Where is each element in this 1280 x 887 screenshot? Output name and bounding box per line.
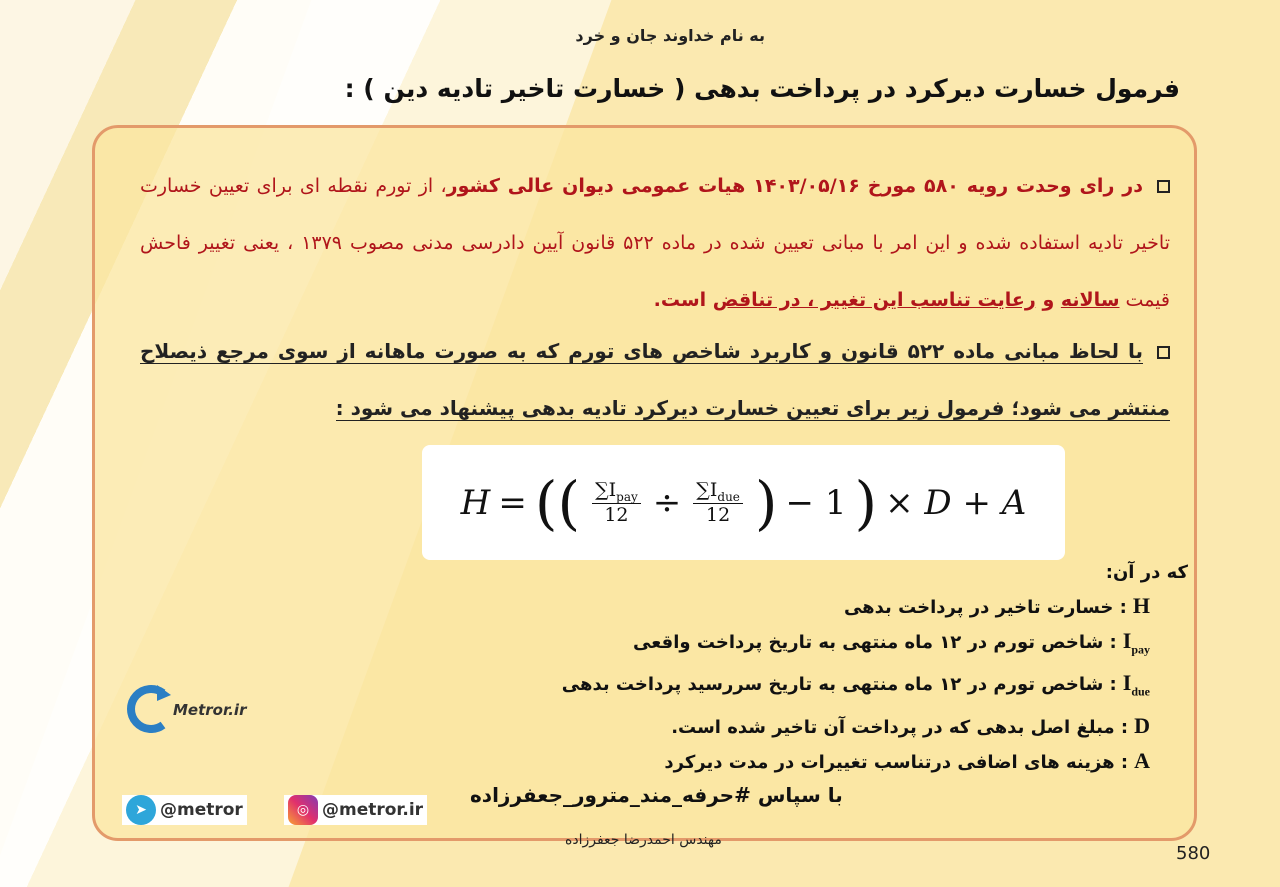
legend [561, 556, 1188, 779]
denominator: 12 [604, 504, 629, 527]
legend-key-letter: I [1122, 670, 1132, 696]
formula-box [422, 445, 1065, 560]
signature: مهندس احمدرضا جعفرزاده [565, 832, 722, 848]
legend-item [562, 666, 1150, 708]
legend-item [562, 744, 1150, 779]
proposal-text: با لحاظ مبانی ماده ۵۲۲ قانون و کاربرد شاخص های تورم که به صورت ماهانه از سوی مرجع ذیصلاح منتشر می شود؛ فرمول زیر برای تعیین خسارت دیرکرد تادیه بدهی پیشنهاد می شود : [140, 339, 1170, 420]
formula-h: H [460, 482, 491, 523]
legend-intro: که در آن: [1105, 562, 1188, 583]
page-number: 580 [1176, 843, 1211, 864]
paragraph-ruling [140, 158, 1170, 329]
legend-key-letter: I [1122, 628, 1132, 653]
i-symbol: I [709, 478, 718, 501]
legend-key: D [1134, 712, 1150, 738]
telegram-icon: ➤ [126, 795, 156, 825]
denominator: 12 [706, 504, 731, 527]
legend-value: : مبلغ اصل بدهی که در پرداخت آن تاخیر شده است. [671, 716, 1129, 738]
formula-equals: = [498, 482, 527, 523]
telegram-handle[interactable] [122, 795, 247, 825]
header-invocation: به نام خداوند جان و خرد [575, 26, 765, 45]
sum-symbol: ∑ [696, 478, 710, 501]
ruling-reference: در رای وحدت رویه ۵۸۰ مورخ ۱۴۰۳/۰۵/۱۶ هیات عمومی دیوان عالی کشور [446, 175, 1143, 197]
instagram-text: @metror.ir [322, 800, 424, 820]
minus-one: − 1 [785, 482, 847, 523]
telegram-text: @metror [160, 800, 243, 820]
fraction-due [693, 479, 743, 527]
thanks-text: با سپاس #حرفه_مند_مترور_جعفرزاده [470, 783, 843, 807]
underlined-annual: سالانه [1060, 289, 1120, 311]
paren-open: (( [534, 468, 581, 537]
instagram-icon: ◎ [288, 795, 318, 825]
paren-close-outer: ) [854, 468, 878, 537]
ruling-end: است. [653, 289, 713, 311]
page-title: فرمول خسارت دیرکرد در پرداخت بدهی ( خسارت تاخیر تادیه دین ) : [344, 74, 1180, 103]
legend-item [562, 624, 1150, 666]
fraction-pay [592, 479, 641, 527]
divide-sign: ÷ [652, 482, 682, 523]
bullet-icon [1157, 346, 1170, 359]
underlined-contradiction: رعایت تناسب این تغییر ، در تناقض [712, 289, 1036, 311]
logo-arrow-icon [123, 683, 173, 733]
legend-value: : هزینه های اضافی درتناسب تغییرات در مدت دیرکرد [664, 751, 1129, 773]
paren-close: ) [754, 468, 778, 537]
legend-key: H [1132, 593, 1150, 618]
pay-sub: pay [616, 489, 638, 504]
logo-text: Metror.ir [173, 701, 247, 719]
ruling-text: ، از تورم نقطه ای برای تعیین خسارت تاخیر تادیه استفاده شده و این امر با مبانی تعیین شده در ماده ۵۲۲ قانون آیین دادرسی مدنی مصوب ۱۳۷۹ ، یعنی تغییر فاحش قیمت [140, 175, 1170, 311]
legend-key-sub: pay [1131, 642, 1150, 657]
ruling-and: و [1035, 289, 1061, 311]
legend-key [1122, 628, 1150, 657]
instagram-handle[interactable] [284, 795, 427, 825]
sum-symbol: ∑ [595, 478, 609, 501]
legend-value: : شاخص تورم در ۱۲ ماه منتهی به تاریخ سررسید پرداخت بدهی [561, 674, 1117, 696]
legend-key-sub: due [1131, 684, 1150, 699]
i-symbol: I [608, 478, 617, 501]
legend-key: A [1134, 747, 1150, 773]
legend-value: : شاخص تورم در ۱۲ ماه منتهی به تاریخ پرداخت واقعی [633, 632, 1117, 653]
legend-value: : خسارت تاخیر در پرداخت بدهی [843, 597, 1127, 618]
legend-item [562, 709, 1150, 744]
times-d-plus-a: × D + A [885, 482, 1027, 523]
legend-key [1122, 670, 1150, 699]
metror-logo [123, 683, 253, 743]
due-sub: due [717, 489, 740, 504]
bullet-icon [1157, 180, 1170, 193]
legend-item [562, 589, 1150, 624]
paragraph-proposal [140, 323, 1170, 437]
